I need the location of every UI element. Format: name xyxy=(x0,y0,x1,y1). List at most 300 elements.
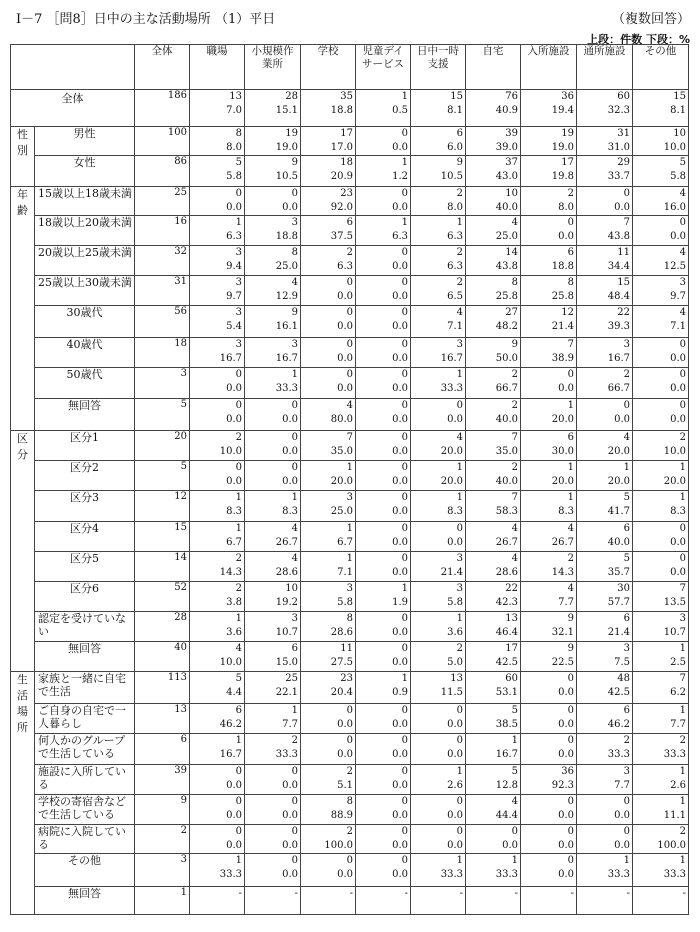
percent-value: 0.0 xyxy=(282,840,298,851)
count-value: 0 xyxy=(401,307,408,318)
percent-value: 8.0 xyxy=(447,202,463,213)
column-header: 入所施設 xyxy=(521,45,577,90)
count-value: 3 xyxy=(679,613,686,624)
count-value: 1 xyxy=(235,735,242,746)
row-label: 無回答 xyxy=(35,642,135,672)
count-value: 7 xyxy=(511,432,518,443)
percent-value: 26.7 xyxy=(495,537,518,548)
value-cell xyxy=(356,582,411,612)
value-cell xyxy=(301,825,356,854)
percent-value: 39.3 xyxy=(607,321,630,332)
count-value: 15 xyxy=(450,91,463,102)
value-cell xyxy=(190,399,245,431)
count-value: 1 xyxy=(456,492,463,503)
percent-value: 16.7 xyxy=(440,353,463,364)
value-cell xyxy=(301,187,356,216)
value-cell xyxy=(633,795,689,825)
percent-value: 11.5 xyxy=(440,687,463,698)
value-cell xyxy=(356,276,411,306)
value-cell xyxy=(521,246,577,276)
count-value: 0 xyxy=(401,188,408,199)
value-cell xyxy=(190,552,245,582)
percent-value: 19.2 xyxy=(275,597,298,608)
percent-value: 28.6 xyxy=(275,567,298,578)
value-cell xyxy=(301,216,356,246)
value-cell xyxy=(577,276,633,306)
percent-value: 42.3 xyxy=(495,597,518,608)
percent-value: 14.3 xyxy=(551,567,574,578)
count-value: 3 xyxy=(623,766,630,777)
corner-cell xyxy=(11,45,135,90)
value-cell xyxy=(245,887,301,915)
row-label: 何人かのグループで生活している xyxy=(35,734,135,765)
percent-value: 0.0 xyxy=(392,749,408,760)
percent-value: 6.5 xyxy=(447,291,463,302)
count-value: 0 xyxy=(401,766,408,777)
count-value: 9 xyxy=(291,157,298,168)
count-value: 4 xyxy=(456,307,463,318)
percent-value: 1.2 xyxy=(392,171,408,182)
count-value: 0 xyxy=(401,247,408,258)
value-cell xyxy=(245,491,301,522)
count-value: 2 xyxy=(346,766,353,777)
value-cell xyxy=(245,338,301,368)
table-row xyxy=(11,887,689,915)
percent-value: 6.3 xyxy=(337,261,353,272)
value-cell xyxy=(521,887,577,915)
count-value: 1 xyxy=(235,855,242,866)
row-label: 25歳以上30歳未満 xyxy=(35,276,135,306)
value-cell xyxy=(577,368,633,399)
table-row xyxy=(11,368,689,399)
percent-value: 7.7 xyxy=(614,780,630,791)
count-value: 0 xyxy=(567,826,574,837)
percent-value: 38.9 xyxy=(551,353,574,364)
percent-value: 40.9 xyxy=(495,105,518,116)
value-cell xyxy=(466,582,521,612)
multiple-answer-note: （複数回答） xyxy=(611,12,690,27)
value-cell xyxy=(245,642,301,672)
value-cell xyxy=(521,491,577,522)
percent-value: 0.0 xyxy=(282,414,298,425)
count-value: 5 xyxy=(623,492,630,503)
total-count-cell: 32 xyxy=(135,246,190,276)
count-value: 0 xyxy=(567,796,574,807)
percent-value: 0.0 xyxy=(447,810,463,821)
value-cell xyxy=(411,216,466,246)
count-value: 25 xyxy=(285,673,298,684)
percent-value: 100.0 xyxy=(657,840,686,851)
value-cell xyxy=(245,306,301,338)
percent-value: 0.0 xyxy=(392,291,408,302)
value-cell xyxy=(411,246,466,276)
count-value: 1 xyxy=(567,400,574,411)
value-cell xyxy=(245,825,301,854)
total-count-cell: 100 xyxy=(135,127,190,156)
percent-value: 40.0 xyxy=(495,476,518,487)
count-value: 2 xyxy=(346,247,353,258)
value-cell xyxy=(521,765,577,795)
percent-value: 0.0 xyxy=(392,202,408,213)
percent-value: 5.0 xyxy=(447,657,463,668)
count-value: 1 xyxy=(235,613,242,624)
value-cell xyxy=(577,338,633,368)
percent-value: 0.0 xyxy=(392,810,408,821)
count-value: 0 xyxy=(235,369,242,380)
value-cell xyxy=(411,704,466,734)
percent-value: 0.0 xyxy=(558,719,574,730)
row-label: 区分5 xyxy=(35,552,135,582)
value-cell xyxy=(633,854,689,887)
count-value: 17 xyxy=(505,643,518,654)
count-value: 2 xyxy=(235,432,242,443)
row-label: 学校の寄宿舎などで生活している xyxy=(35,795,135,825)
percent-value: 66.7 xyxy=(495,383,518,394)
percent-value: 32.1 xyxy=(551,627,574,638)
count-value: 2 xyxy=(567,188,574,199)
percent-value: 33.3 xyxy=(275,383,298,394)
count-value: 2 xyxy=(511,462,518,473)
percent-value: 0.0 xyxy=(282,476,298,487)
value-cell xyxy=(633,276,689,306)
value-cell xyxy=(245,246,301,276)
value-cell xyxy=(190,127,245,156)
percent-value: 35.7 xyxy=(607,567,630,578)
percent-value: 6.3 xyxy=(447,231,463,242)
value-cell xyxy=(521,672,577,704)
count-value: 0 xyxy=(291,855,298,866)
value-cell xyxy=(301,276,356,306)
percent-value: 16.7 xyxy=(219,353,242,364)
count-value: 6 xyxy=(346,217,353,228)
value-cell xyxy=(245,582,301,612)
percent-value: 18.8 xyxy=(551,261,574,272)
percent-value: 19.0 xyxy=(551,142,574,153)
table-row xyxy=(11,612,689,642)
value-cell xyxy=(190,704,245,734)
percent-value: 7.1 xyxy=(447,321,463,332)
value-cell xyxy=(577,734,633,765)
percent-value: 0.0 xyxy=(392,142,408,153)
percent-value: 43.0 xyxy=(495,171,518,182)
value-cell xyxy=(356,734,411,765)
percent-value: 33.3 xyxy=(663,869,686,880)
value-cell xyxy=(521,216,577,246)
table-row xyxy=(11,854,689,887)
percent-value: 0.0 xyxy=(282,780,298,791)
count-value: 7 xyxy=(511,492,518,503)
count-value: 0 xyxy=(401,128,408,139)
value-cell xyxy=(245,156,301,187)
count-value: 7 xyxy=(679,673,686,684)
percent-value: 28.6 xyxy=(330,627,353,638)
percent-value: 0.0 xyxy=(337,749,353,760)
count-value: 3 xyxy=(623,339,630,350)
count-value: 14 xyxy=(505,247,518,258)
value-cell xyxy=(521,642,577,672)
percent-value: 0.0 xyxy=(447,719,463,730)
percent-value: 0.0 xyxy=(558,749,574,760)
count-value: 9 xyxy=(567,643,574,654)
count-value: 3 xyxy=(291,339,298,350)
value-cell xyxy=(411,461,466,491)
table-row xyxy=(11,825,689,854)
value-cell xyxy=(411,582,466,612)
count-value: 1 xyxy=(291,369,298,380)
count-value: 1 xyxy=(346,523,353,534)
value-cell xyxy=(633,552,689,582)
value-cell xyxy=(466,216,521,246)
count-value: 0 xyxy=(235,188,242,199)
percent-value: 40.0 xyxy=(495,202,518,213)
percent-value: 46.2 xyxy=(607,719,630,730)
value-cell xyxy=(190,461,245,491)
value-cell xyxy=(521,306,577,338)
table-row xyxy=(11,642,689,672)
value-cell xyxy=(356,552,411,582)
count-value: 3 xyxy=(346,583,353,594)
row-label: 区分1 xyxy=(35,431,135,461)
percent-value: 8.0 xyxy=(558,202,574,213)
count-value: 3 xyxy=(235,247,242,258)
value-cell xyxy=(245,734,301,765)
value-cell xyxy=(521,734,577,765)
value-cell xyxy=(190,368,245,399)
percent-value: 9.7 xyxy=(226,291,242,302)
count-value: 1 xyxy=(235,492,242,503)
percent-value: 0.0 xyxy=(558,869,574,880)
value-cell xyxy=(301,491,356,522)
count-value: 7 xyxy=(567,339,574,350)
value-cell xyxy=(521,552,577,582)
count-value: 1 xyxy=(401,91,408,102)
count-value: 8 xyxy=(567,277,574,288)
count-value: 1 xyxy=(456,613,463,624)
value-cell xyxy=(633,246,689,276)
group-label-text: 性別 xyxy=(17,128,28,157)
count-value: 0 xyxy=(291,826,298,837)
percent-value: 0.0 xyxy=(337,321,353,332)
percent-value: 10.0 xyxy=(219,446,242,457)
percent-value: 0.0 xyxy=(447,414,463,425)
percent-value: 0.5 xyxy=(392,105,408,116)
value-cell xyxy=(633,338,689,368)
count-value: 22 xyxy=(505,583,518,594)
percent-value: 7.7 xyxy=(670,719,686,730)
count-value: 4 xyxy=(291,523,298,534)
count-value: 1 xyxy=(401,217,408,228)
header-row xyxy=(11,45,689,90)
percent-value: 0.0 xyxy=(392,321,408,332)
percent-value: 0.0 xyxy=(447,840,463,851)
total-count-cell: 13 xyxy=(135,704,190,734)
value-cell xyxy=(356,338,411,368)
value-cell xyxy=(633,734,689,765)
total-count-cell: 1 xyxy=(135,887,190,915)
count-value: 4 xyxy=(346,400,353,411)
count-value: 2 xyxy=(623,735,630,746)
count-value: 6 xyxy=(291,643,298,654)
value-cell xyxy=(301,582,356,612)
percent-value: 0.0 xyxy=(558,231,574,242)
count-value: 0 xyxy=(623,796,630,807)
table-row xyxy=(11,765,689,795)
count-value: 36 xyxy=(561,91,574,102)
count-value: 1 xyxy=(511,855,518,866)
row-label: 無回答 xyxy=(35,887,135,915)
count-value: 13 xyxy=(229,91,242,102)
percent-value: 0.0 xyxy=(670,231,686,242)
percent-value: 33.3 xyxy=(607,869,630,880)
percent-value: 20.0 xyxy=(607,476,630,487)
count-value: 1 xyxy=(401,673,408,684)
value-cell xyxy=(466,306,521,338)
percent-value: 0.0 xyxy=(558,687,574,698)
percent-value: 0.0 xyxy=(226,383,242,394)
percent-value: 80.0 xyxy=(330,414,353,425)
count-value: 0 xyxy=(291,796,298,807)
value-cell xyxy=(301,612,356,642)
count-value: 0 xyxy=(235,826,242,837)
count-value: 0 xyxy=(401,523,408,534)
count-value: 1 xyxy=(456,369,463,380)
percent-value: 5.4 xyxy=(226,321,242,332)
count-value: 4 xyxy=(291,277,298,288)
total-count-cell: 3 xyxy=(135,854,190,887)
value-cell xyxy=(301,368,356,399)
value-cell xyxy=(356,368,411,399)
count-value: 2 xyxy=(511,400,518,411)
percent-value: 48.4 xyxy=(607,291,630,302)
count-value: 4 xyxy=(235,643,242,654)
value-cell xyxy=(577,854,633,887)
percent-value: 0.0 xyxy=(392,414,408,425)
percent-value: 44.4 xyxy=(495,810,518,821)
group-label-text: 区分 xyxy=(17,432,28,461)
row-label: 全体 xyxy=(11,90,135,127)
count-value: 0 xyxy=(235,462,242,473)
count-value: 0 xyxy=(567,217,574,228)
value-cell xyxy=(577,461,633,491)
value-cell xyxy=(301,461,356,491)
count-value: 1 xyxy=(235,217,242,228)
count-value: 5 xyxy=(511,705,518,716)
percent-value: 0.0 xyxy=(670,567,686,578)
percent-value: 41.7 xyxy=(607,506,630,517)
value-cell xyxy=(301,887,356,915)
value-cell xyxy=(301,642,356,672)
percent-value: 0.0 xyxy=(392,780,408,791)
value-cell xyxy=(577,672,633,704)
count-value: 0 xyxy=(346,735,353,746)
count-value: - xyxy=(349,888,353,899)
count-value: 4 xyxy=(511,523,518,534)
value-cell xyxy=(466,522,521,552)
value-cell xyxy=(521,127,577,156)
percent-value: 7.7 xyxy=(282,719,298,730)
total-count-cell: 86 xyxy=(135,156,190,187)
value-cell xyxy=(577,552,633,582)
column-header: その他 xyxy=(633,45,689,90)
percent-value: 6.7 xyxy=(337,537,353,548)
row-label: 認定を受けていない xyxy=(35,612,135,642)
count-value: 7 xyxy=(623,217,630,228)
percent-value: 53.1 xyxy=(495,687,518,698)
count-value: 13 xyxy=(450,673,463,684)
value-cell xyxy=(301,672,356,704)
count-value: 2 xyxy=(679,826,686,837)
value-cell xyxy=(411,854,466,887)
value-cell xyxy=(356,522,411,552)
percent-value: 0.0 xyxy=(226,202,242,213)
value-cell xyxy=(466,765,521,795)
count-value: 4 xyxy=(567,523,574,534)
count-value: 0 xyxy=(456,523,463,534)
table-row xyxy=(11,491,689,522)
value-cell xyxy=(466,276,521,306)
percent-value: 35.0 xyxy=(495,446,518,457)
value-cell xyxy=(356,156,411,187)
percent-value: 37.5 xyxy=(330,231,353,242)
count-value: 6 xyxy=(567,432,574,443)
percent-value: 18.8 xyxy=(275,231,298,242)
count-value: 1 xyxy=(679,462,686,473)
percent-value: 0.0 xyxy=(392,506,408,517)
total-count-cell: 113 xyxy=(135,672,190,704)
group-label-gender xyxy=(11,127,35,187)
total-count-cell: 5 xyxy=(135,399,190,431)
percent-value: 0.0 xyxy=(282,202,298,213)
row-label: 家族と一緒に自宅で生活 xyxy=(35,672,135,704)
total-count-cell: 2 xyxy=(135,825,190,854)
percent-value: 15.1 xyxy=(275,105,298,116)
count-value: 0 xyxy=(567,673,574,684)
value-cell xyxy=(190,216,245,246)
count-value: 0 xyxy=(346,855,353,866)
value-cell xyxy=(356,127,411,156)
value-cell xyxy=(577,582,633,612)
percent-value: 33.3 xyxy=(495,869,518,880)
total-count-cell: 15 xyxy=(135,522,190,552)
percent-value: 0.0 xyxy=(392,446,408,457)
count-value: 1 xyxy=(623,462,630,473)
value-cell xyxy=(245,522,301,552)
percent-value: 22.5 xyxy=(551,657,574,668)
count-value: 60 xyxy=(617,91,630,102)
percent-value: 0.0 xyxy=(614,840,630,851)
percent-value: 20.0 xyxy=(663,476,686,487)
count-value: - xyxy=(459,888,463,899)
count-value: 0 xyxy=(623,400,630,411)
value-cell xyxy=(356,825,411,854)
value-cell xyxy=(633,127,689,156)
percent-value: 10.0 xyxy=(663,446,686,457)
count-value: 2 xyxy=(679,735,686,746)
percent-value: 35.0 xyxy=(330,446,353,457)
value-cell xyxy=(411,399,466,431)
value-cell xyxy=(466,127,521,156)
percent-value: 33.3 xyxy=(275,749,298,760)
percent-value: 0.0 xyxy=(226,476,242,487)
value-cell xyxy=(190,187,245,216)
value-cell xyxy=(245,187,301,216)
count-value: 9 xyxy=(456,157,463,168)
count-value: 3 xyxy=(456,583,463,594)
value-cell xyxy=(245,127,301,156)
percent-value: 0.0 xyxy=(337,291,353,302)
column-header: 全体 xyxy=(135,45,190,90)
percent-value: 33.3 xyxy=(440,869,463,880)
